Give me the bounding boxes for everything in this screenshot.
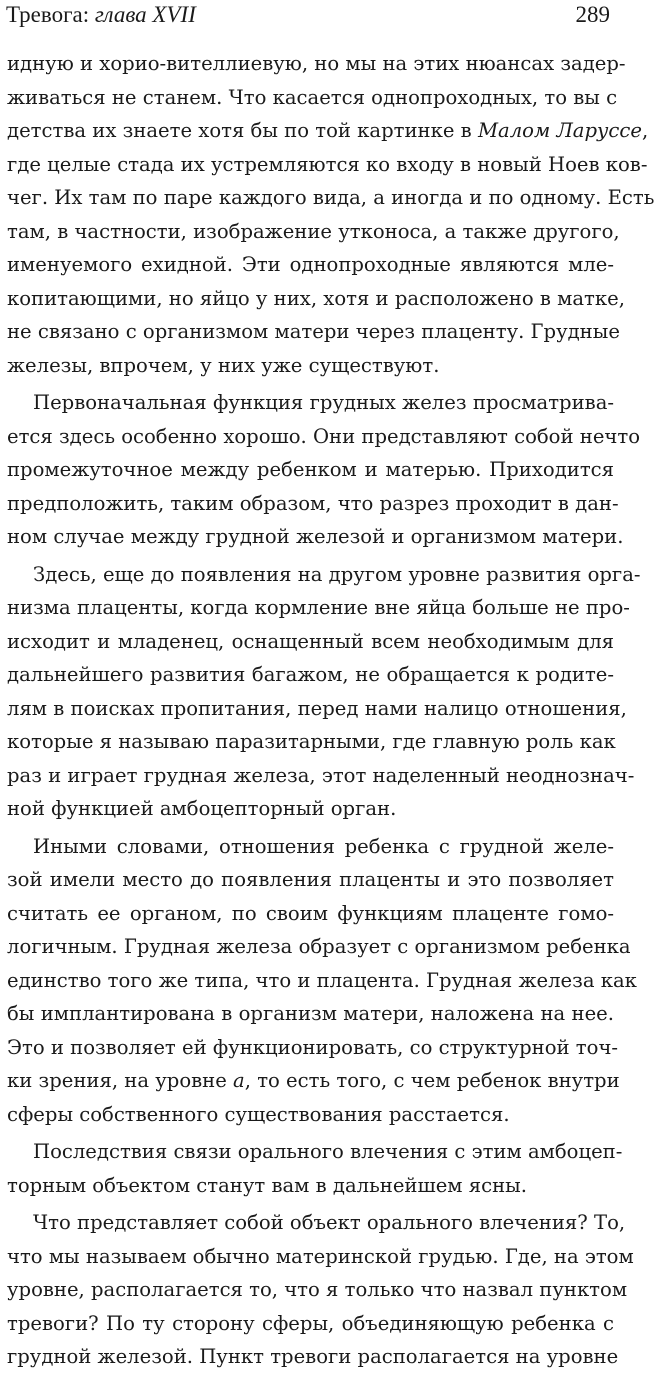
text-line — [7, 930, 631, 964]
text-line — [7, 47, 626, 81]
running-title-label: Тревога: — [6, 2, 90, 27]
text-line — [7, 1098, 614, 1132]
text-segment: чег. Их там по паре каждого вида, а иногда и по одному. Есть — [7, 186, 654, 209]
text-line — [7, 315, 620, 349]
text-line — [7, 487, 619, 521]
paragraph — [7, 826, 637, 1132]
text-segment: низма плаценты, когда кормление вне яйца больше не про- — [7, 596, 630, 619]
text-segment: Что представляет собой объект орального влечения? То, — [33, 1211, 626, 1234]
text-segment: бы имплантирована в организм матери, наложена на нее. — [7, 1002, 614, 1025]
text-segment: ной функцией амбоцепторный орган. — [7, 797, 397, 820]
paragraph — [7, 382, 640, 554]
text-line — [7, 349, 614, 383]
text-line — [7, 725, 614, 759]
text-line — [7, 1240, 634, 1274]
text-segment: , — [641, 119, 649, 142]
text-segment: где целые стада их устремляются ко входу в новый Ноев ков- — [7, 152, 648, 176]
italic-text: а — [233, 1069, 245, 1092]
text-line — [7, 282, 625, 316]
text-segment: тревоги? По ту сторону сферы, объединяющую ребенка с — [7, 1311, 614, 1335]
paragraph — [7, 1131, 623, 1202]
paragraph — [7, 554, 641, 826]
text-segment: единство того же типа, что и плацента. Грудная железа как — [7, 968, 637, 992]
text-line — [7, 420, 640, 454]
text-segment: сферы собственного существования расстается. — [7, 1102, 510, 1126]
text-line — [7, 1064, 620, 1098]
text-segment: , то есть того, с чем ребенок внутри — [244, 1069, 620, 1092]
text-line — [7, 114, 649, 148]
chapter-label: глава XVII — [94, 2, 196, 27]
text-line — [7, 453, 614, 487]
text-line — [7, 386, 614, 420]
text-line — [7, 964, 637, 998]
text-segment: уровне, располагается то, что я только что назвал пунктом — [7, 1278, 628, 1301]
text-line — [7, 558, 641, 592]
text-segment: Это и позволяет ей функционировать, со структурной точ- — [7, 1035, 619, 1059]
text-line — [7, 997, 614, 1031]
text-segment: там, в частности, изображение утконоса, а также другого, — [7, 219, 620, 243]
text-line — [7, 759, 635, 793]
page-body — [7, 47, 654, 1374]
text-segment: детства их знаете хотя бы по той картинке в — [7, 119, 478, 142]
text-line — [7, 863, 614, 897]
text-line — [7, 215, 620, 249]
text-segment: лям в поисках пропитания, перед нами налицо отношения, — [7, 696, 627, 720]
text-segment: Иными словами, отношения ребенка с грудной желе- — [33, 834, 614, 858]
text-line — [7, 591, 630, 625]
paragraph — [7, 47, 654, 382]
text-segment: копитающими, но яйцо у них, хотя и расположено в матке, — [7, 286, 625, 310]
text-line — [7, 1273, 628, 1307]
text-segment: которые я называю паразитарными, где главную роль как — [7, 730, 616, 753]
text-segment: промежуточное между ребенком и матерью. Приходится — [7, 458, 614, 481]
text-line — [7, 1135, 623, 1169]
text-segment: исходит и младенец, оснащенный всем необходимым для — [7, 629, 614, 653]
text-segment: дальнейшего развития багажом, не обращается к родите- — [7, 663, 614, 686]
text-line — [7, 1307, 614, 1341]
text-line — [7, 625, 614, 659]
text-line — [7, 792, 614, 826]
text-segment: грудной железой. Пункт тревоги располагается на уровне — [7, 1345, 619, 1368]
running-title — [6, 0, 196, 30]
text-segment: ном случае между грудной железой и организмом матери. — [7, 525, 624, 548]
text-segment: что мы называем обычно материнской грудью. Где, на этом — [7, 1244, 634, 1268]
text-line — [7, 148, 648, 182]
text-line — [7, 1340, 619, 1374]
text-segment: идную и хорио-вителлиевую, но мы на этих нюансах задер- — [7, 52, 626, 75]
text-line — [7, 81, 618, 115]
text-segment: раз и играет грудная железа, этот наделенный неоднознач- — [7, 763, 635, 787]
text-line — [7, 1031, 619, 1065]
text-line — [7, 248, 614, 282]
text-line — [7, 181, 654, 215]
text-segment: Здесь, еще до появления на другом уровне развития орга- — [33, 562, 641, 586]
paragraph — [7, 1202, 634, 1374]
text-line — [7, 1206, 626, 1240]
text-segment: Последствия связи орального влечения с этим амбоцеп- — [33, 1140, 623, 1163]
text-segment: не связано с организмом матери через плаценту. Грудные — [7, 320, 620, 343]
text-segment: торным объектом станут вам в дальнейшем ясны. — [7, 1173, 527, 1197]
text-segment: ется здесь особенно хорошо. Они представляют собой нечто — [7, 424, 640, 448]
text-segment: железы, впрочем, у них уже существуют. — [7, 353, 440, 377]
text-segment: живаться не станем. Что касается однопроходных, то вы с — [7, 85, 618, 109]
page-number: 289 — [575, 2, 610, 27]
text-line — [7, 830, 614, 864]
text-segment: предположить, таким образом, что разрез проходит в дан- — [7, 491, 619, 515]
text-line — [7, 520, 624, 554]
text-segment: именуемого ехидной. Эти однопроходные являются мле- — [7, 253, 614, 276]
running-header — [6, 0, 610, 38]
text-segment: ки зрения, на уровне — [7, 1069, 234, 1092]
text-line — [7, 692, 627, 726]
text-segment: Первоначальная функция грудных желез просматрива- — [33, 391, 614, 414]
text-line — [7, 658, 614, 692]
text-segment: зой имели место до появления плаценты и это позволяет — [7, 868, 614, 891]
text-segment: считать ее органом, по своим функциям плаценте гомо- — [7, 901, 614, 925]
text-line — [7, 897, 614, 931]
text-line — [7, 1169, 614, 1203]
italic-text: Малом Ларуссе — [477, 119, 642, 142]
text-segment: логичным. Грудная железа образует с организмом ребенка — [7, 935, 631, 958]
